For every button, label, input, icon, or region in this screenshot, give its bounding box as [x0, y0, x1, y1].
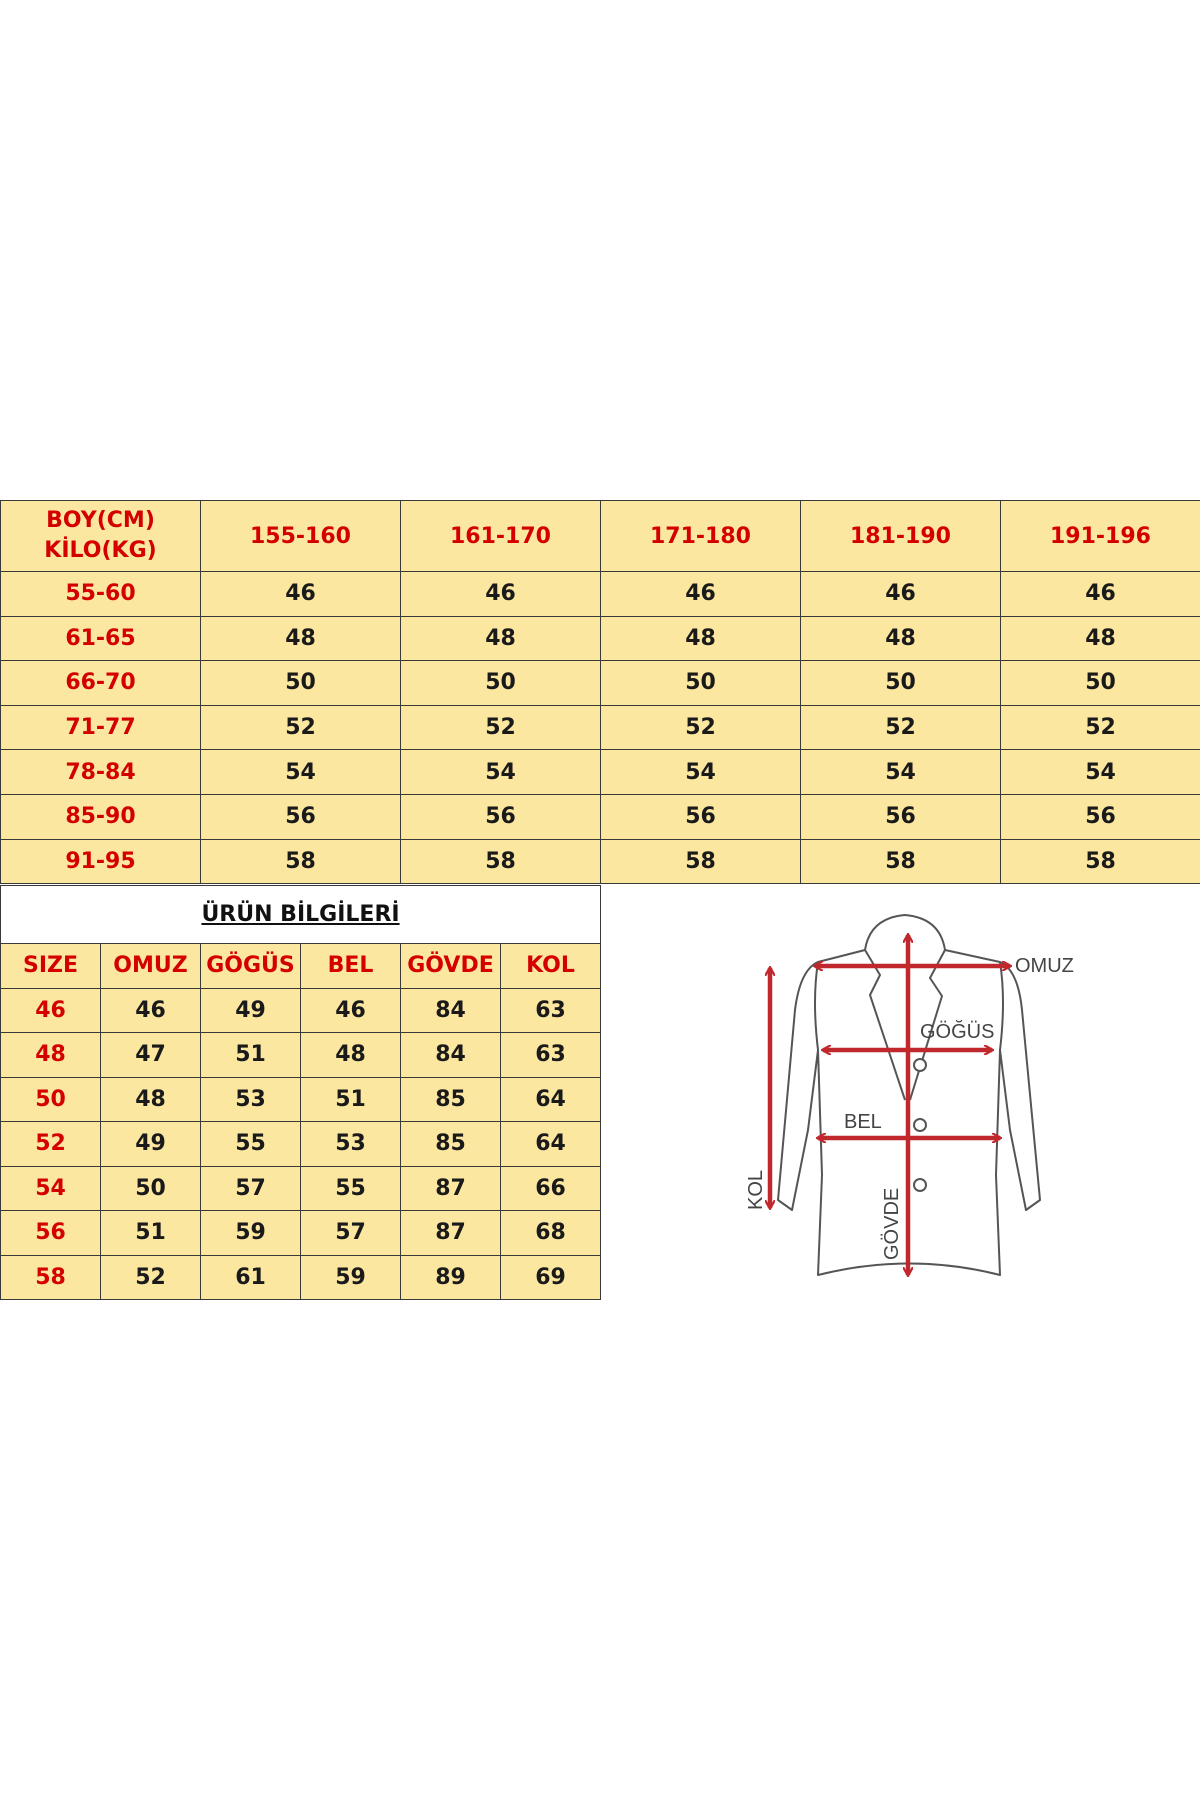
size-cell: 58	[601, 839, 801, 884]
product-info-title: ÜRÜN BİLGİLERİ	[201, 902, 400, 927]
product-info-table	[0, 885, 601, 1300]
coat-measurement-diagram	[720, 900, 1100, 1290]
size-cell: 46	[401, 572, 601, 617]
govde-value: 87	[401, 1166, 501, 1211]
bel-value: 53	[301, 1122, 401, 1167]
weight-label: KİLO(KG)	[44, 538, 157, 563]
size-cell: 52	[401, 705, 601, 750]
size-cell: 52	[1001, 705, 1200, 750]
size-chart-row	[1, 705, 1200, 750]
size-cell: 48	[201, 616, 401, 661]
product-info-title-row	[1, 886, 601, 944]
kol-value: 68	[501, 1211, 601, 1256]
product-info-row	[1, 1077, 601, 1122]
bel-value: 46	[301, 988, 401, 1033]
bel-value: 51	[301, 1077, 401, 1122]
product-info-row	[1, 1166, 601, 1211]
product-info-row	[1, 1122, 601, 1167]
omuz-value: 50	[101, 1166, 201, 1211]
height-range-header: 181-190	[801, 501, 1001, 572]
size-cell: 50	[601, 661, 801, 706]
height-range-header: 155-160	[201, 501, 401, 572]
product-info-row	[1, 1033, 601, 1078]
weight-range-cell: 66-70	[1, 661, 201, 706]
height-weight-corner-cell	[1, 501, 201, 572]
size-chart-row	[1, 794, 1200, 839]
omuz-value: 47	[101, 1033, 201, 1078]
bel-value: 48	[301, 1033, 401, 1078]
product-info-row	[1, 988, 601, 1033]
omuz-value: 51	[101, 1211, 201, 1256]
size-chart-header-row	[1, 501, 1200, 572]
omuz-label: OMUZ	[1015, 955, 1074, 977]
gogus-column-header: GÖGÜS	[201, 944, 301, 989]
size-value: 58	[1, 1255, 101, 1300]
height-label: BOY(CM)	[46, 508, 155, 533]
size-chart-row	[1, 661, 1200, 706]
govde-column-header: GÖVDE	[401, 944, 501, 989]
govde-value: 84	[401, 988, 501, 1033]
govde-value: 89	[401, 1255, 501, 1300]
height-range-header: 171-180	[601, 501, 801, 572]
size-cell: 54	[401, 750, 601, 795]
size-cell: 50	[201, 661, 401, 706]
size-value: 50	[1, 1077, 101, 1122]
kol-value: 64	[501, 1077, 601, 1122]
size-cell: 56	[1001, 794, 1200, 839]
gogus-value: 61	[201, 1255, 301, 1300]
size-cell: 58	[401, 839, 601, 884]
size-chart-row	[1, 839, 1200, 884]
size-cell: 54	[1001, 750, 1200, 795]
product-info-row	[1, 1211, 601, 1256]
size-cell: 54	[601, 750, 801, 795]
size-cell: 50	[801, 661, 1001, 706]
product-info-title-cell	[1, 886, 601, 944]
weight-range-cell: 91-95	[1, 839, 201, 884]
omuz-value: 48	[101, 1077, 201, 1122]
kol-value: 64	[501, 1122, 601, 1167]
size-cell: 48	[401, 616, 601, 661]
size-value: 48	[1, 1033, 101, 1078]
size-cell: 46	[1001, 572, 1200, 617]
size-cell: 48	[601, 616, 801, 661]
govde-value: 84	[401, 1033, 501, 1078]
product-info-header-row	[1, 944, 601, 989]
gogus-value: 51	[201, 1033, 301, 1078]
govde-value: 85	[401, 1077, 501, 1122]
weight-range-cell: 55-60	[1, 572, 201, 617]
omuz-value: 46	[101, 988, 201, 1033]
size-cell: 50	[1001, 661, 1200, 706]
size-chart-row	[1, 572, 1200, 617]
kol-value: 66	[501, 1166, 601, 1211]
kol-value: 63	[501, 1033, 601, 1078]
size-cell: 52	[601, 705, 801, 750]
omuz-value: 49	[101, 1122, 201, 1167]
weight-range-cell: 71-77	[1, 705, 201, 750]
size-cell: 48	[1001, 616, 1200, 661]
button-icon	[914, 1179, 926, 1191]
height-range-header: 191-196	[1001, 501, 1200, 572]
size-value: 56	[1, 1211, 101, 1256]
size-chart-row	[1, 750, 1200, 795]
weight-range-cell: 61-65	[1, 616, 201, 661]
size-cell: 58	[1001, 839, 1200, 884]
bel-value: 55	[301, 1166, 401, 1211]
size-cell: 58	[801, 839, 1001, 884]
weight-range-cell: 85-90	[1, 794, 201, 839]
gogus-value: 49	[201, 988, 301, 1033]
size-column-header: SIZE	[1, 944, 101, 989]
kol-column-header: KOL	[501, 944, 601, 989]
size-cell: 54	[201, 750, 401, 795]
govde-label: GÖVDE	[881, 1187, 903, 1260]
size-value: 52	[1, 1122, 101, 1167]
gogus-value: 59	[201, 1211, 301, 1256]
product-info-row	[1, 1255, 601, 1300]
size-cell: 48	[801, 616, 1001, 661]
size-value: 46	[1, 988, 101, 1033]
govde-value: 85	[401, 1122, 501, 1167]
button-icon	[914, 1119, 926, 1131]
size-chart-table	[0, 500, 1200, 884]
height-range-header: 161-170	[401, 501, 601, 572]
weight-range-cell: 78-84	[1, 750, 201, 795]
bel-column-header: BEL	[301, 944, 401, 989]
size-cell: 56	[801, 794, 1001, 839]
gogus-value: 55	[201, 1122, 301, 1167]
bel-value: 59	[301, 1255, 401, 1300]
omuz-column-header: OMUZ	[101, 944, 201, 989]
gogus-value: 53	[201, 1077, 301, 1122]
kol-value: 63	[501, 988, 601, 1033]
bel-value: 57	[301, 1211, 401, 1256]
size-cell: 50	[401, 661, 601, 706]
size-chart-row	[1, 616, 1200, 661]
size-cell: 56	[601, 794, 801, 839]
button-icon	[914, 1059, 926, 1071]
size-value: 54	[1, 1166, 101, 1211]
size-cell: 56	[201, 794, 401, 839]
size-cell: 46	[201, 572, 401, 617]
size-cell: 46	[801, 572, 1001, 617]
size-cell: 46	[601, 572, 801, 617]
size-cell: 54	[801, 750, 1001, 795]
size-cell: 56	[401, 794, 601, 839]
govde-value: 87	[401, 1211, 501, 1256]
omuz-value: 52	[101, 1255, 201, 1300]
size-cell: 58	[201, 839, 401, 884]
size-cell: 52	[201, 705, 401, 750]
size-cell: 52	[801, 705, 1001, 750]
kol-value: 69	[501, 1255, 601, 1300]
gogus-label: GÖĞÜS	[920, 1021, 995, 1043]
bel-label: BEL	[844, 1111, 882, 1133]
gogus-value: 57	[201, 1166, 301, 1211]
kol-label: KOL	[745, 1169, 767, 1210]
